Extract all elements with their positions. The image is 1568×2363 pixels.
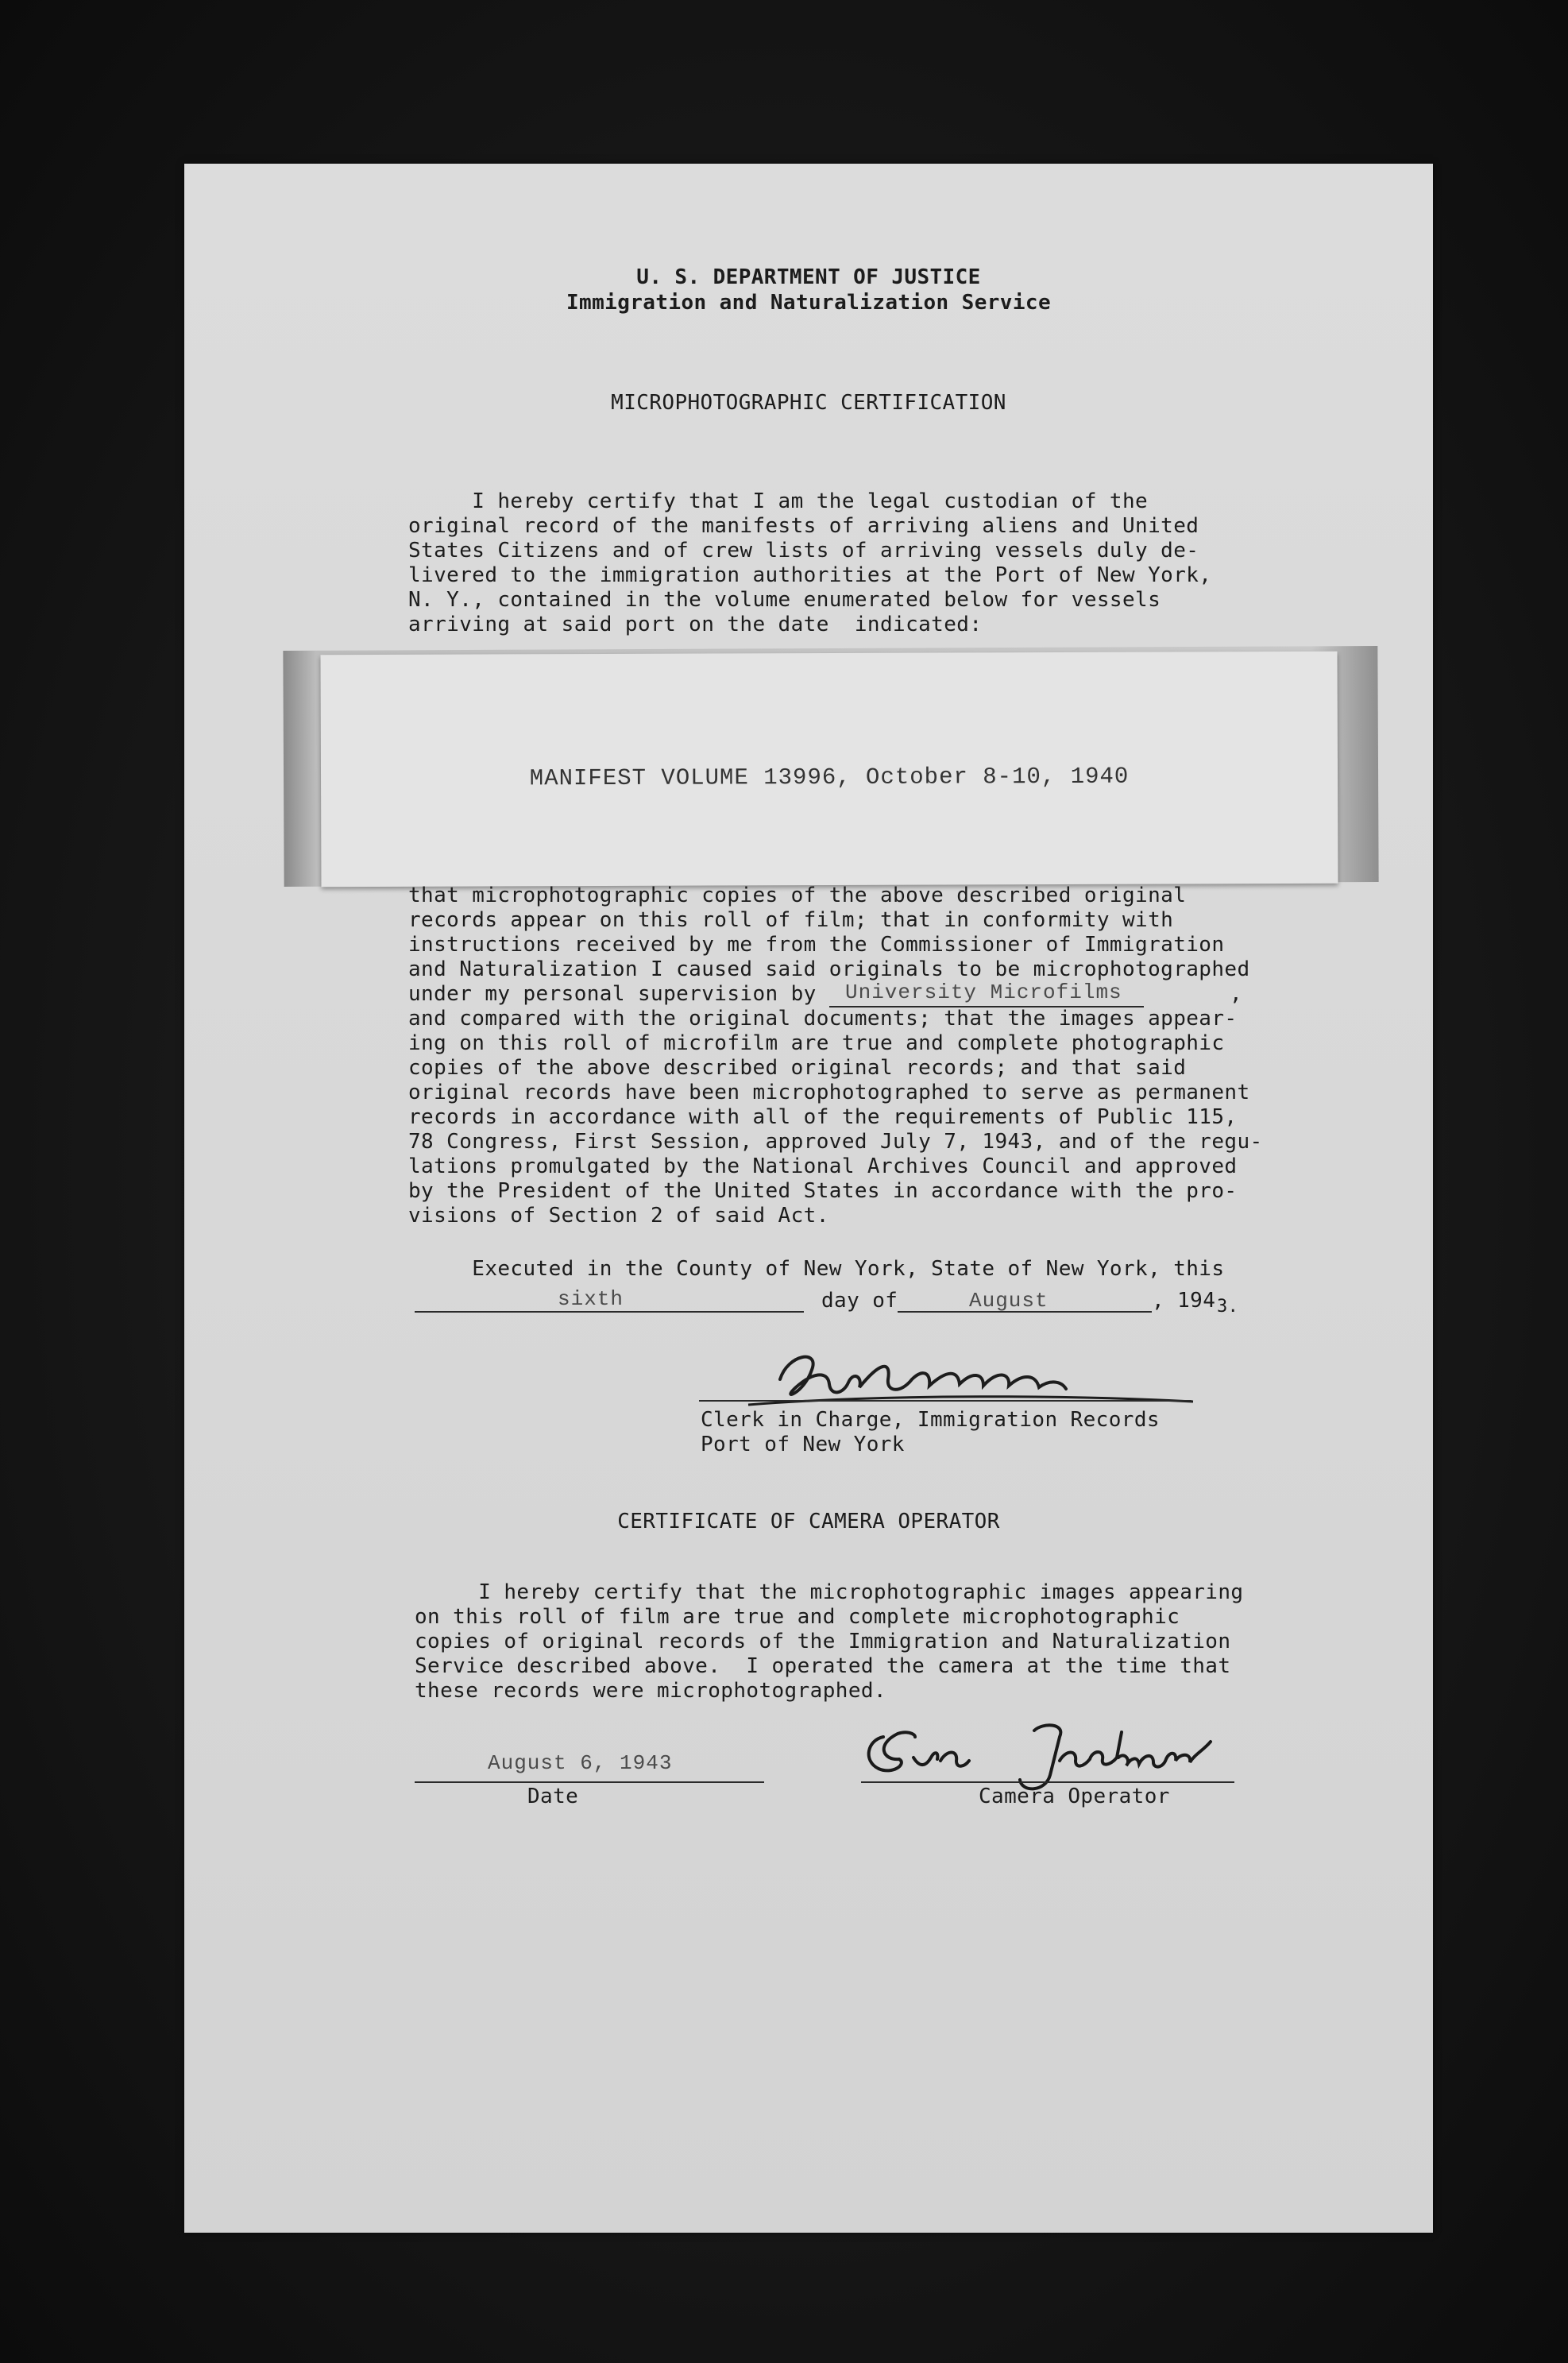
body-line: instructions received by me from the Commissioner of Immigration bbox=[408, 933, 1225, 957]
body-line: records appear on this roll of film; that in conformity with bbox=[408, 908, 1174, 932]
intro-line: original record of the manifests of arriving aliens and United bbox=[408, 514, 1199, 538]
day-of-label: day of bbox=[821, 1289, 898, 1313]
certificate-page bbox=[184, 164, 1433, 2233]
supervisor-suffix: , bbox=[1230, 982, 1243, 1006]
clerk-office: Port of New York bbox=[701, 1433, 905, 1456]
operator-date-rule bbox=[415, 1781, 764, 1783]
body-line: by the President of the United States in accordance with the pro- bbox=[408, 1179, 1238, 1203]
clerk-title: Clerk in Charge, Immigration Records bbox=[701, 1408, 1160, 1432]
camera-line: copies of original records of the Immigration and Naturalization bbox=[415, 1630, 1231, 1653]
intro-line: N. Y., contained in the volume enumerated below for vessels bbox=[408, 588, 1161, 612]
intro-line: I hereby certify that I am the legal custodian of the bbox=[408, 489, 1149, 513]
service-heading: Immigration and Naturalization Service bbox=[566, 291, 1052, 315]
body-line: lations promulgated by the National Archives Council and approved bbox=[408, 1154, 1238, 1178]
intro-line: States Citizens and of crew lists of arriving vessels duly de- bbox=[408, 539, 1199, 563]
supervisor-value: University Microfilms bbox=[845, 980, 1122, 1004]
camera-certificate-title: CERTIFICATE OF CAMERA OPERATOR bbox=[617, 1510, 1000, 1533]
body-line: ing on this roll of microfilm are true and complete photographic bbox=[408, 1031, 1225, 1055]
day-value: sixth bbox=[558, 1287, 624, 1311]
operator-date-label: Date bbox=[527, 1785, 579, 1808]
camera-line: on this roll of film are true and complete microphotographic bbox=[415, 1605, 1180, 1629]
body-line: visions of Section 2 of said Act. bbox=[408, 1204, 829, 1228]
body-line: copies of the above described original records; and that said bbox=[408, 1056, 1187, 1080]
body-line: 78 Congress, First Session, approved July 7, 1943, and of the regu- bbox=[408, 1130, 1263, 1154]
body-line: and compared with the original documents; that the images appear- bbox=[408, 1007, 1238, 1031]
month-value: August bbox=[969, 1289, 1049, 1313]
camera-line: these records were microphotographed. bbox=[415, 1679, 886, 1703]
clerk-signature-rule bbox=[699, 1400, 1191, 1402]
intro-line: livered to the immigration authorities at the Port of New York, bbox=[408, 563, 1212, 587]
camera-line: I hereby certify that the microphotographic images appearing bbox=[415, 1580, 1244, 1604]
body-line: under my personal supervision by bbox=[408, 982, 817, 1006]
operator-date-value: August 6, 1943 bbox=[488, 1751, 673, 1775]
year-prefix: , 194 bbox=[1152, 1289, 1216, 1313]
certification-title: MICROPHOTOGRAPHIC CERTIFICATION bbox=[611, 391, 1006, 415]
camera-line: Service described above. I operated the camera at the time that bbox=[415, 1654, 1231, 1678]
day-rule bbox=[415, 1311, 804, 1313]
body-line: and Naturalization I caused said originals to be microphotographed bbox=[408, 957, 1250, 981]
intro-line: arriving at said port on the date indicated: bbox=[408, 613, 983, 636]
body-line: records in accordance with all of the requirements of Public 115, bbox=[408, 1105, 1238, 1129]
year-suffix: 3. bbox=[1217, 1297, 1239, 1317]
manifest-volume-label: MANIFEST VOLUME 13996, October 8-10, 1940 bbox=[529, 763, 1130, 792]
operator-signature-rule bbox=[861, 1781, 1234, 1783]
executed-line: Executed in the County of New York, State of New York, this bbox=[408, 1257, 1225, 1281]
body-line: original records have been microphotographed to serve as permanent bbox=[408, 1081, 1250, 1104]
operator-label: Camera Operator bbox=[979, 1785, 1170, 1808]
manifest-insert-slip bbox=[320, 652, 1338, 887]
body-line: that microphotographic copies of the above described original bbox=[408, 884, 1187, 907]
department-heading: U. S. DEPARTMENT OF JUSTICE bbox=[636, 265, 981, 289]
